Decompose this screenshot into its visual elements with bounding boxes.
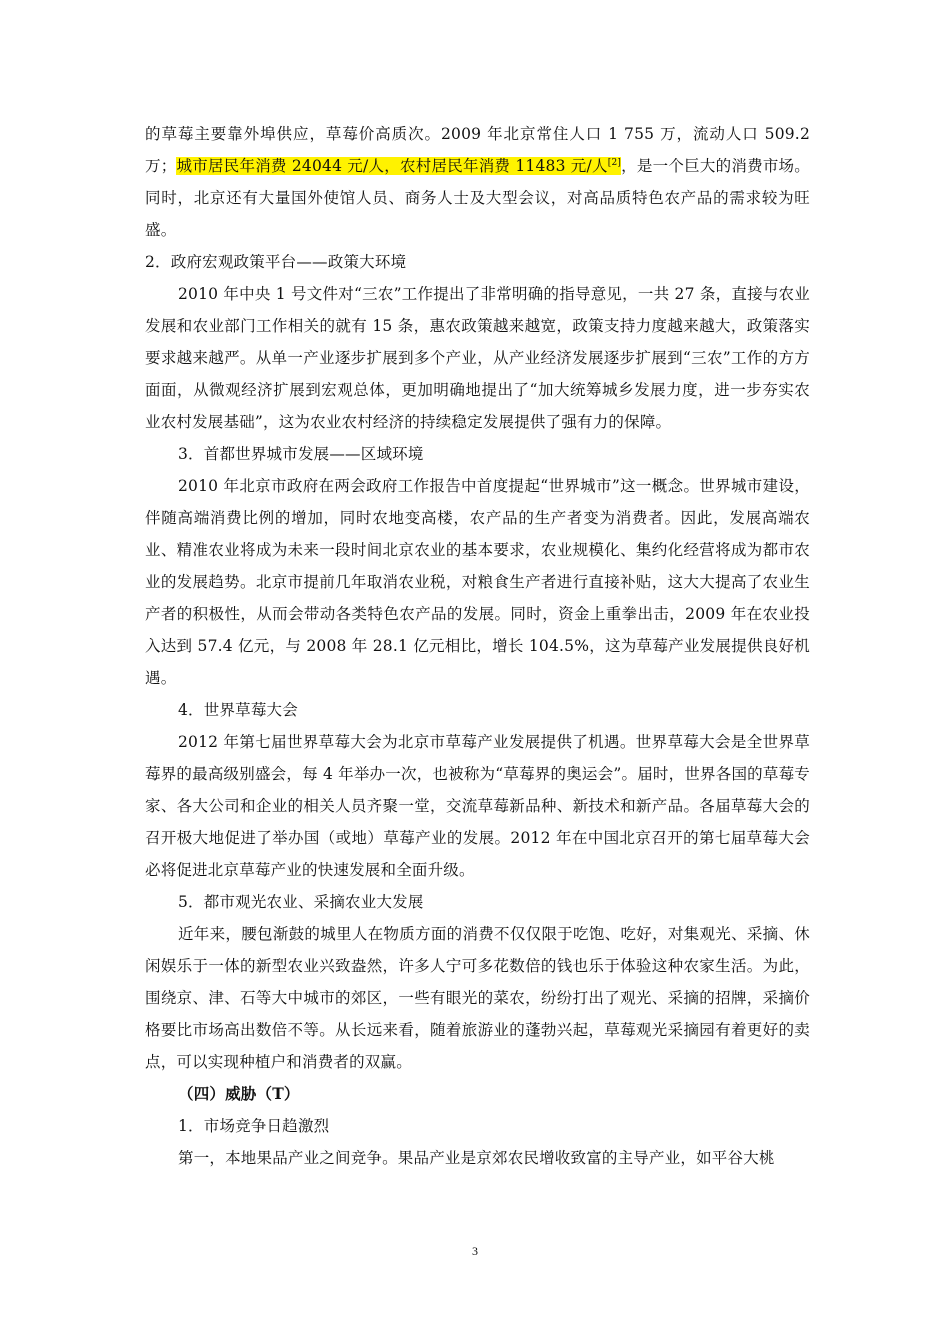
citation-ref[interactable]: [2]	[607, 158, 622, 168]
heading-market-competition: 1．市场竞争日趋激烈	[178, 1117, 330, 1135]
paragraph-world-city: 2010 年北京市政府在两会政府工作报告中首度提起“世界城市”这一概念。世界城市建设，伴随高端消费比例的增加，同时农地变高楼，农产品的生产者变为消费者。因此，发展高端农业、精准农业将成为未来一段时间北京农业的基本要求，农业规模化、集约化经营将成为都市农业的发展趋势。北京市提前几年取消农业税，对粮食生产者进行直接补贴，这大大提高了农业生产者的积极性，从而会带动各类特色农产品的发展。同时，资金上重拳出击，2009 年在农业投入达到 57.4 亿元，与 2008 年 28.1 亿元相比，增长 104.5%，这为草莓产业发展提供良好机遇。	[145, 477, 810, 687]
paragraph-text: 的草莓主要靠外埠供应，草莓价高质次。2009 年北京常住人口 1 755 万，流动人口 509.2 万；	[145, 125, 810, 175]
heading-strawberry-congress: 4．世界草莓大会	[178, 701, 298, 719]
section-heading-threats: （四）威胁（T）	[178, 1084, 300, 1103]
page-body	[145, 118, 810, 1174]
highlighted-text	[176, 157, 621, 175]
paragraph-sightseeing-agriculture: 近年来，腰包渐鼓的城里人在物质方面的消费不仅仅限于吃饱、吃好，对集观光、采摘、休闲娱乐于一体的新型农业兴致盎然，许多人宁可多花数倍的钱也乐于体验这种农家生活。为此，围绕京、津、石等大中城市的郊区，一些有眼光的菜农，纷纷打出了观光、采摘的招牌，采摘价格要比市场高出数倍不等。从长远来看，随着旅游业的蓬勃兴起，草莓观光采摘园有着更好的卖点，可以实现种植户和消费者的双赢。	[145, 925, 810, 1071]
paragraph-policy: 2010 年中央 1 号文件对“三农”工作提出了非常明确的指导意见，一共 27 条，直接与农业发展和农业部门工作相关的就有 15 条，惠农政策越来越宽，政策支持力度越来越大，政策落实要求越来越严。从单一产业逐步扩展到多个产业，从产业经济发展逐步扩展到“三农”工作的方方面面，从微观经济扩展到宏观总体，更加明确地提出了“加大统筹城乡发展力度，进一步夯实农业农村发展基础”，这为农业农村经济的持续稳定发展提供了强有力的保障。	[145, 285, 810, 431]
highlighted-phrase: 城市居民年消费 24044 元/人，农村居民年消费 11483 元/人	[176, 157, 608, 175]
heading-policy-platform: 2．政府宏观政策平台——政策大环境	[145, 253, 407, 271]
paragraph-market-consumption	[145, 118, 810, 246]
heading-sightseeing-agriculture: 5．都市观光农业、采摘农业大发展	[178, 893, 424, 911]
paragraph-text: ，是一个巨大的消费市场。同时，北京还有大量国外使馆人员、商务人士及大型会议，对高品质特色农产品的需求较为旺盛。	[145, 157, 811, 239]
heading-world-city: 3．首都世界城市发展——区域环境	[178, 445, 424, 463]
paragraph-strawberry-congress: 2012 年第七届世界草莓大会为北京市草莓产业发展提供了机遇。世界草莓大会是全世界草莓界的最高级别盛会，每 4 年举办一次，也被称为“草莓界的奥运会”。届时，世界各国的草莓专家、各大公司和企业的相关人员齐聚一堂，交流草莓新品种、新技术和新产品。各届草莓大会的召开极大地促进了举办国（或地）草莓产业的发展。2012 年在中国北京召开的第七届草莓大会必将促进北京草莓产业的快速发展和全面升级。	[145, 733, 810, 879]
paragraph-market-competition: 第一，本地果品产业之间竞争。果品产业是京郊农民增收致富的主导产业，如平谷大桃	[178, 1149, 775, 1167]
page-number: 3	[472, 1244, 478, 1258]
